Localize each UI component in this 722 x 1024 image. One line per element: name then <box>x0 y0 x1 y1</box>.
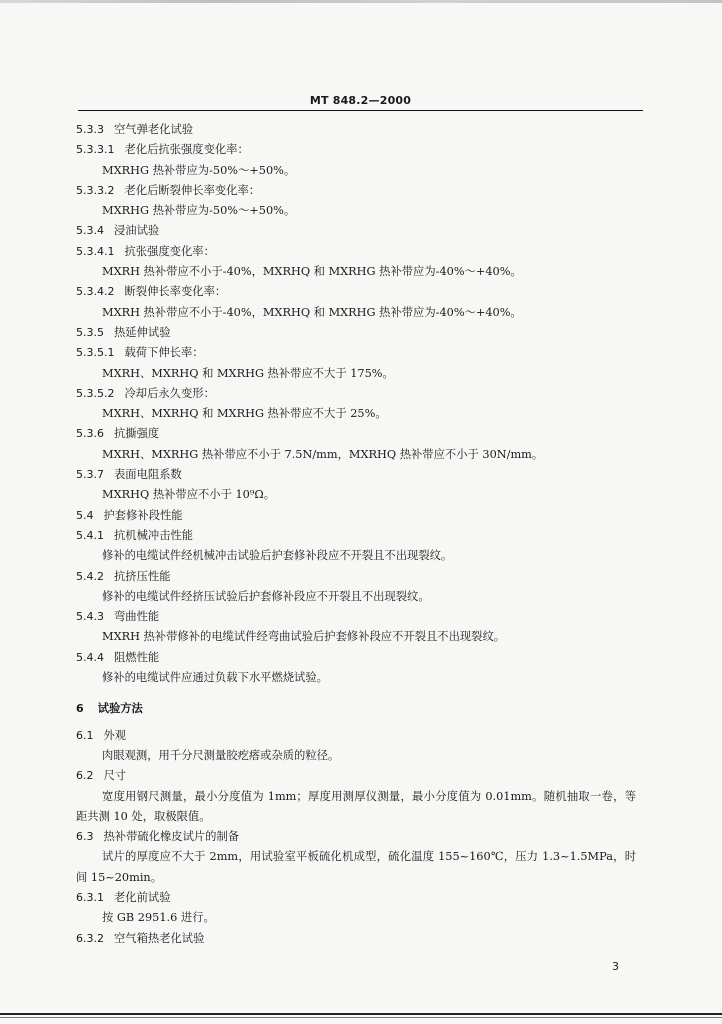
requirement-text: MXRH、MXRHQ 和 MXRHG 热补带应不大于 175%。 <box>102 366 394 380</box>
clause-heading <box>76 648 656 668</box>
clause-number: 5.3.4.1 <box>76 244 115 258</box>
clause-number: 5.3.5.1 <box>76 346 115 360</box>
clause-heading <box>76 827 656 847</box>
clause-number: 5.4.2 <box>76 569 104 583</box>
requirement-text: 修补的电缆试件经机械冲击试验后护套修补段应不开裂且不出现裂纹。 <box>102 549 453 563</box>
clause-title: 弯曲性能 <box>114 610 160 624</box>
requirement-text: MXRH、MXRHQ 和 MXRHG 热补带应不大于 25%。 <box>102 407 387 421</box>
section-5-clauses <box>76 120 656 688</box>
clause-number: 5.4.4 <box>76 650 104 664</box>
clause-title: 冷却后永久变形： <box>124 386 215 400</box>
clause-title: 浸油试验 <box>114 224 160 238</box>
page-number: 3 <box>612 960 619 973</box>
clause-title: 空气箱热老化试验 <box>114 931 205 945</box>
requirement-text: 修补的电缆试件经挤压试验后护套修补段应不开裂且不出现裂纹。 <box>102 589 430 603</box>
requirement-text: 修补的电缆试件应通过负载下水平燃烧试验。 <box>102 671 328 685</box>
clause-number: 5.3.3 <box>76 123 104 136</box>
clause-number: 5.3.4 <box>76 224 104 238</box>
clause-number: 5.3.7 <box>76 468 104 482</box>
clause-heading <box>76 282 656 302</box>
clause-heading <box>76 526 656 546</box>
scan-edge-top <box>0 0 722 3</box>
clause-title: 外观 <box>103 728 127 742</box>
clause-title: 热延伸试验 <box>114 325 171 339</box>
header-rule <box>78 110 643 111</box>
clause-heading <box>76 567 656 587</box>
clause-number: 6.3 <box>76 830 94 844</box>
clause-heading <box>76 506 656 526</box>
clause-heading <box>76 120 656 140</box>
requirement-text: MXRHG 热补带应为-50%～+50%。 <box>102 204 296 218</box>
clause-title: 老化后断裂伸长率变化率： <box>124 183 261 197</box>
clause-heading <box>76 465 656 485</box>
running-header: MT 848.2—2000 <box>309 94 412 107</box>
clause-heading <box>76 343 656 363</box>
clause-heading <box>76 424 656 444</box>
clause-title: 老化前试验 <box>114 890 171 904</box>
clause-heading <box>76 221 656 241</box>
clause-heading <box>76 384 656 404</box>
clause-number: 5.4.1 <box>76 528 104 542</box>
clause-heading <box>76 766 656 786</box>
section-heading <box>76 698 656 719</box>
requirement-text: MXRH、MXRHG 热补带应不小于 7.5N/mm，MXRHQ 热补带应不小于 30N/mm。 <box>102 447 544 461</box>
clause-number: 5.3.5.2 <box>76 386 115 400</box>
requirement-text: 肉眼观测，用千分尺测量胶疙瘩或杂质的粒径。 <box>102 748 340 762</box>
clause-number: 6.2 <box>76 769 94 783</box>
clause-title: 阻燃性能 <box>114 650 160 664</box>
clause-number: 6.1 <box>76 728 94 742</box>
clause-number: 5.3.6 <box>76 427 104 441</box>
clause-title: 抗挤压性能 <box>114 569 171 583</box>
clause-number: 5.3.3.1 <box>76 143 115 157</box>
scan-edge-bottom <box>0 1013 722 1015</box>
section-number: 6 <box>76 702 84 716</box>
clause-number: 5.3.4.2 <box>76 285 115 299</box>
requirement-text: MXRH 热补带修补的电缆试件经弯曲试验后护套修补段应不开裂且不出现裂纹。 <box>102 630 506 644</box>
section-6-clauses <box>76 726 656 949</box>
clause-title: 空气弹老化试验 <box>114 123 194 136</box>
scan-edge-bottom-thin <box>0 1017 722 1018</box>
requirement-text: MXRHG 热补带应为-50%～+50%。 <box>102 163 296 177</box>
clause-heading <box>76 888 656 908</box>
clause-heading <box>76 140 656 160</box>
clause-number: 6.3.1 <box>76 890 104 904</box>
clause-heading <box>76 726 656 746</box>
clause-heading <box>76 323 656 343</box>
clause-title: 护套修补段性能 <box>103 508 183 522</box>
requirement-text: MXRH 热补带应不小于-40%，MXRHQ 和 MXRHG 热补带应为-40%～+40%。 <box>102 265 522 279</box>
clause-title: 抗机械冲击性能 <box>114 528 194 542</box>
clause-title: 尺寸 <box>103 769 127 783</box>
clause-title: 抗张强度变化率： <box>124 244 215 258</box>
clause-title: 表面电阻系数 <box>114 468 182 482</box>
clause-number: 5.4 <box>76 508 94 522</box>
clause-title: 热补带硫化橡皮试片的制备 <box>103 830 240 844</box>
requirement-text: 按 GB 2951.6 进行。 <box>102 911 215 925</box>
clause-title: 抗撕强度 <box>114 427 160 441</box>
clause-heading <box>76 242 656 262</box>
paragraph: 宽度用钢尺测量，最小分度值为 1mm；厚度用测厚仪测量，最小分度值为 0.01mm。随机抽取一卷，等距共测 10 处，取极限值。 <box>76 789 636 823</box>
clause-title: 老化后抗张强度变化率： <box>124 143 249 157</box>
paragraph: 试片的厚度应不大于 2mm，用试验室平板硫化机成型，硫化温度 155~160℃，压力 1.3~1.5MPa，时间 15~20min。 <box>76 850 636 884</box>
section-title: 试验方法 <box>97 701 143 716</box>
clause-number: 6.3.2 <box>76 931 104 945</box>
clause-title: 载荷下伸长率： <box>124 346 204 360</box>
clause-heading <box>76 929 656 949</box>
requirement-text: MXRH 热补带应不小于-40%，MXRHQ 和 MXRHG 热补带应为-40%～+40%。 <box>102 305 522 319</box>
clause-heading <box>76 607 656 627</box>
page-body <box>76 120 656 949</box>
clause-heading <box>76 181 656 201</box>
clause-title: 断裂伸长率变化率： <box>124 285 227 299</box>
requirement-text: MXRHQ 热补带应不小于 10⁹Ω。 <box>102 488 276 502</box>
clause-number: 5.3.5 <box>76 325 104 339</box>
clause-number: 5.4.3 <box>76 610 104 624</box>
clause-number: 5.3.3.2 <box>76 183 115 197</box>
